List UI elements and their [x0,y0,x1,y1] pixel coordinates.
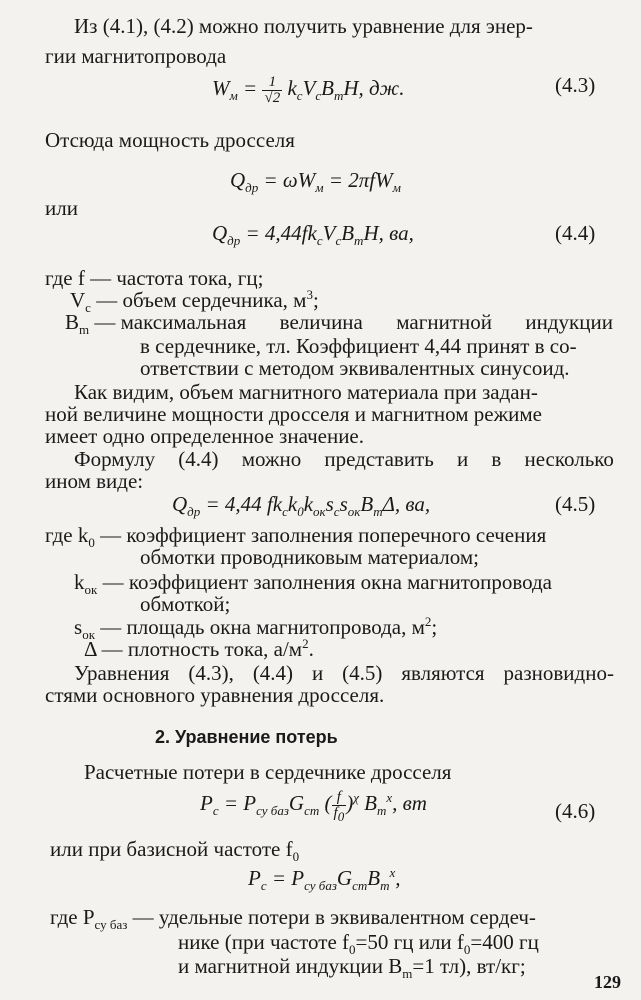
eq46-fraction [332,789,347,824]
l13-word-6: в [491,447,502,471]
l13-word-3: можно [241,447,302,471]
l21-word-2: (4.3), [188,661,234,685]
eq46-frac-num: f [332,790,347,806]
l7-word-2: величина [279,310,363,334]
text-line-1: Из (4.1), (4.2) можно получить уравнение для энер- [74,14,533,38]
l13-word-1: Формулу [74,447,156,471]
eq43-fraction [262,75,282,106]
text-line-15: где $k_0$ — коэффициент заполнения поперечного сечения [45,523,547,551]
l13-word-4: представить [324,447,434,471]
text-line-20: Δ — плотность тока, $а/м^2$. [84,636,314,661]
text-line-21 [74,663,614,684]
eq46-lhs: $P_c = P_{су баз}G_{ст}$ ( [200,791,332,819]
text-line-12: имеет одно определенное значение. [45,424,364,448]
eq43-frac-num: 1 [262,75,282,91]
text-line-27: и магнитной индукции $B_m=1$ тл), вт/кг; [178,954,526,982]
l21-word-5: (4.5) [342,661,383,685]
l21-word-4: и [311,661,324,685]
text-line-6: $V_c$ — объем сердечника, $м^3$; [70,287,319,316]
l21-word-7: разновидно- [503,661,614,685]
equation-number-4-6: (4.6) [555,799,596,823]
text-line-7 [65,310,613,338]
page-number: 129 [594,972,621,992]
text-line-9: ответствии с методом эквивалентных синусоид. [140,356,570,380]
eq43-frac-den: √2 [264,90,281,106]
l13-word-5: и [456,447,469,471]
equation-4-7: $P_c = P_{су баз}G_{ст}B_m^x$, [248,865,401,894]
equation-4-6 [200,789,427,824]
text-line-11: ной величине мощности дросселя и магнитном режиме [45,402,542,426]
text-line-16: обмотки проводниковым материалом; [140,545,479,569]
text-line-10: Как видим, объем магнитного материала при задан- [74,380,538,404]
l21-word-6: являются [401,661,485,685]
l21-word-3: (4.4) [252,661,294,685]
equation-number-4-4: (4.4) [555,221,596,245]
l7-word-4: индукции [525,310,613,334]
text-line-19: $s_{ок}$ — площадь окна магнитопровода, $м^2$; [74,614,438,643]
text-line-14: ином виде: [45,469,144,493]
l7-word-1: $B_m$ — максимальная [65,310,247,338]
text-line-4: или [45,196,78,220]
l13-word-7: несколько [524,447,614,471]
text-line-23: Расчетные потери в сердечнике дросселя [84,760,452,784]
eq46-frac-den: $f_0$ [333,805,345,824]
equation-4-5: $Q_{др} = 4,44$ $fk_ck_0k_{ок}s_cs_{ок}B_m\Delta$, ва, [172,492,431,520]
section-heading: 2. Уравнение потерь [155,727,338,747]
text-line-13 [74,449,614,470]
l7-word-3: магнитной [396,310,492,334]
eq46-rhs: )$^\chi$ $B_m^x$, вт [346,790,427,819]
equation-4-3 [212,75,404,106]
text-line-24: или при базисной частоте $f_0$ [50,837,300,865]
equation-q-omega: $Q_{др} = \omega W_м = 2\pi fW_м$ [230,168,401,196]
text-line-26: нике (при частоте $f_0=50$ гц или $f_0=400$ гц [178,930,539,958]
text-line-22: стями основного уравнения дросселя. [45,683,385,707]
l13-word-2: (4.4) [178,447,219,471]
text-line-3: Отсюда мощность дросселя [45,128,295,152]
text-line-8: в сердечнике, тл. Коэффициент 4,44 принят в со- [140,334,577,358]
text-line-17: $k_{ок}$ — коэффициент заполнения окна магнитопровода [74,570,553,598]
eq43-lhs: $W_м$ = [212,76,263,104]
eq43-rhs: $k_cV_cB_mH$, дж. [282,76,405,104]
equation-number-4-5: (4.5) [555,492,596,516]
text-line-2: гии магнитопровода [45,44,227,68]
text-line-5: где f — частота тока, гц; [45,266,264,290]
text-line-18: обмоткой; [140,592,231,616]
l21-word-1: Уравнения [74,661,170,685]
text-line-25: где $P_{су баз}$ — удельные потери в эквивалентном сердеч- [50,905,536,933]
equation-4-4: $Q_{др} = 4,44fk_cV_cB_mH$, ва, [212,221,414,249]
equation-number-4-3: (4.3) [555,73,596,97]
